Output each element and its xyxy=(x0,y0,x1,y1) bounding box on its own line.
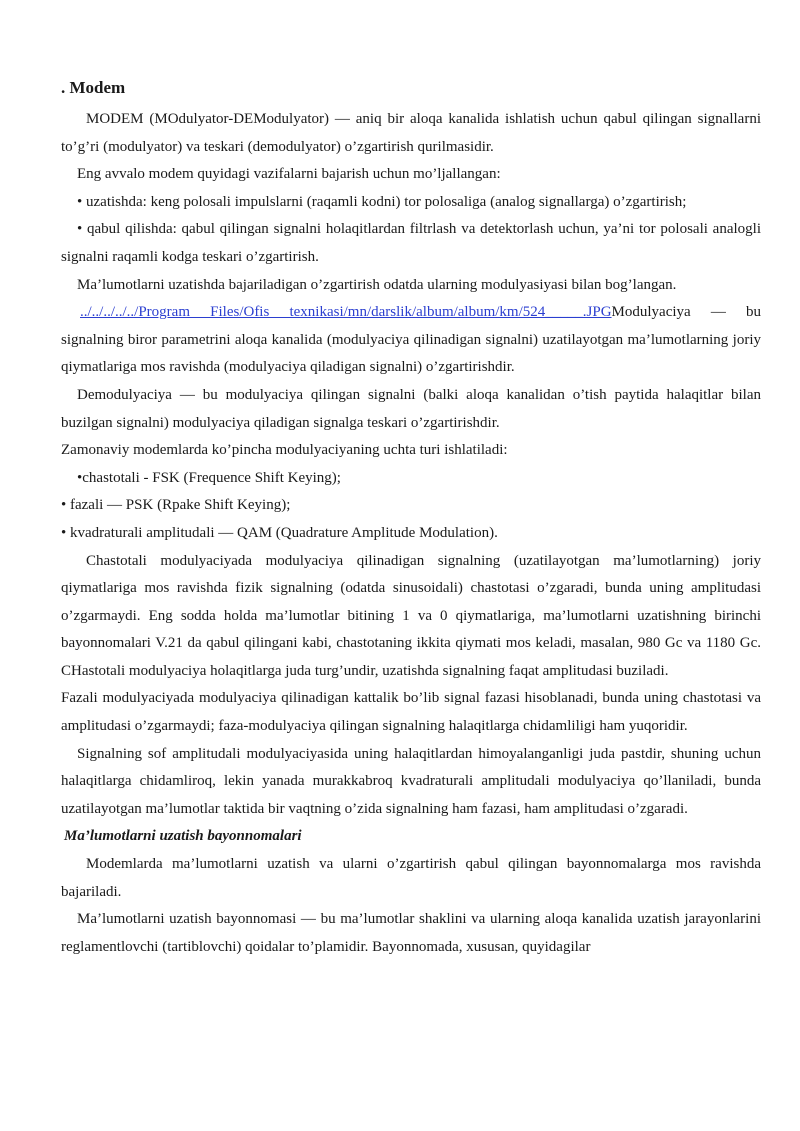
paragraph-modulation xyxy=(61,299,761,382)
bullet-transmit: • uzatishda: keng polosali impulslarni (raqamli kodni) tor polosaliga (analog signallarga) o’zgartirish; xyxy=(77,193,687,210)
section-heading: . Modem xyxy=(61,78,126,97)
bullet-qam: • kvadraturali amplitudali — QAM (Quadrature Amplitude Modulation). xyxy=(61,524,498,541)
paragraph-conversion: Ma’lumotlarni uzatishda bajariladigan o’zgartirish odatda ularning modulyasiyasi bilan bog’langan. xyxy=(77,276,677,293)
image-link[interactable]: ../../../../../Program Files/Ofis texnikasi/mn/darslik/album/album/km/524_____.JPG xyxy=(80,304,612,321)
paragraph-purpose-intro: Eng avvalo modem quyidagi vazifalarni bajarish uchun mo’ljallangan: xyxy=(77,166,501,183)
paragraph-frequency-modulation: Chastotali modulyaciyada modulyaciya qilinadigan signalning (uzatilayotgan ma’lumotlarning) joriy qiymatlariga mos ravishda fizik signalning (odatda sinusoidali) chastotasi o’zgaradi, bunda uning amplitudasi o’zgarmaydi. Eng sodda holda ma’lumotlar bitining 1 va 0 qiymatlariga, ma’lumotlarni uzatishning birinchi bayonnomalari V.21 da qabul qilingani kabi, chastotaning ikkita qiymati mos keladi, masalan, 980 Gc va 1180 Gc. CHastotali modulyaciya holaqitlarga juda turg’undir, uzatishda signalning faqat amplitudasi buziladi. xyxy=(61,552,761,679)
paragraph-phase-modulation: Fazali modulyaciyada modulyaciya qilinadigan kattalik bo’lib signal fazasi hisoblanadi, bunda uning chastotasi va amplitudasi o’zgarmaydi; faza-modulyaciya qilingan signalning halaqitlarga chidamliligi ham yuqoridir. xyxy=(61,690,761,735)
paragraph-amplitude-modulation: Signalning sof amplitudali modulyaciyasida uning halaqitlardan himoyalanganligi juda pastdir, shuning uchun halaqitlarga chidamliroq, lekin yanada murakkabroq kvadraturali amplitudali modulyaciya qo’llaniladi, bunda uzatilayotgan ma’lumotlar taktida bir vaqtning o’zida signalning ham fazasi, ham amplitudasi o’zgaradi. xyxy=(61,745,761,817)
subheading-protocols: Ma’lumotlarni uzatish bayonnomalari xyxy=(64,828,302,845)
bullet-psk: • fazali — PSK (Rpake Shift Keying); xyxy=(61,497,291,514)
bullet-fsk: •chastotali - FSK (Frequence Shift Keying); xyxy=(77,469,341,486)
bullet-receive: • qabul qilishda: qabul qilingan signalni holaqitlardan filtrlash va detektorlash uchun, ya’ni tor polosali analogli signalni raqamli kodga teskari o’zgartirish. xyxy=(61,221,761,265)
paragraph-modem-definition: MODEM (MOdulyator-DEModulyator) — aniq bir aloqa kanalida ishlatish uchun qabul qilingan signallarni to’g’ri (modulyator) va teskari (demodulyator) o’zgartirish qurilmasidir. xyxy=(61,111,761,155)
modulation-definition: Modulyaciya — bu signalning biror parametrini aloqa kanalida (modulyaciya qilinadigan signalni) uzatilayotgan ma’lumotlarning joriy qiymatlariga mos ravishda (modulyaciya qiladigan signalni) o’zgartirishdir. xyxy=(61,304,761,376)
paragraph-modulation-types: Zamonaviy modemlarda ko’pincha modulyaciyaning uchta turi ishlatiladi: xyxy=(61,442,508,459)
paragraph-demodulation: Demodulyaciya — bu modulyaciya qilingan signalni (balki aloqa kanalidan o’tish paytida halaqitlar bilan buzilgan signalni) modulyaciya qiladigan signalga teskari o’zgartirishdir. xyxy=(61,386,761,431)
paragraph-protocols-intro: Modemlarda ma’lumotlarni uzatish va ularni o’zgartirish qabul qilingan bayonnomalarga mos ravishda bajariladi. xyxy=(61,856,761,900)
paragraph-protocol-definition: Ma’lumotlarni uzatish bayonnomasi — bu ma’lumotlar shaklini va ularning aloqa kanalida uzatish jarayonlarini reglamentlovchi (tartiblovchi) qoidalar to’plamidir. Bayonnomada, xususan, quyidagilar xyxy=(61,911,761,955)
